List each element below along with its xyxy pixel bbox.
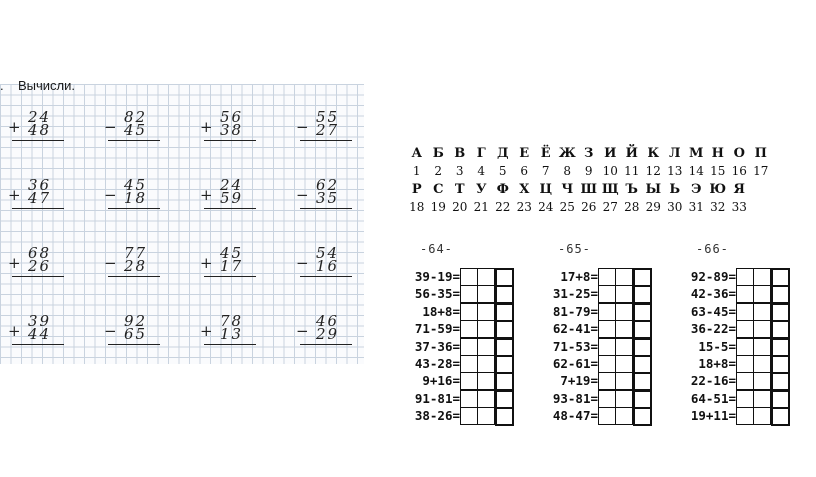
alphabet-number: 17 (753, 164, 769, 178)
answer-cell[interactable] (753, 320, 771, 338)
answer-cell[interactable] (477, 338, 495, 356)
alphabet-letter: У (475, 181, 487, 197)
answer-cell[interactable] (771, 372, 790, 391)
sum-line (108, 344, 160, 345)
equation-expression: 18+8= (698, 356, 736, 371)
answer-cell[interactable] (495, 407, 514, 426)
bottom-number: 38 (220, 121, 244, 139)
operator-sign: + (200, 186, 213, 204)
alphabet-number: 16 (731, 164, 747, 178)
answer-cell[interactable] (615, 338, 633, 356)
alphabet-letter: Ъ (625, 181, 638, 197)
equation-expression: 93-81= (552, 390, 598, 406)
answer-cell[interactable] (633, 338, 652, 357)
equation-row (674, 285, 736, 302)
alphabet-number: 28 (624, 200, 640, 214)
top-number: 46 (316, 312, 340, 330)
equation-expression: 36-22= (690, 321, 736, 337)
answer-cell[interactable] (615, 303, 633, 321)
alphabet-letter: Д (496, 145, 509, 161)
answer-cell[interactable] (460, 268, 478, 286)
alphabet-number: 27 (602, 200, 618, 214)
operator-sign: − (104, 322, 117, 340)
alphabet-number: 12 (645, 164, 661, 178)
top-number: 55 (316, 108, 340, 126)
operator-sign: + (200, 254, 213, 272)
answer-cell[interactable] (753, 407, 771, 425)
alphabet-number: 10 (602, 164, 618, 178)
answer-cell[interactable] (771, 320, 790, 339)
alphabet-number: 2 (434, 164, 443, 178)
alphabet-letters-row-2 (406, 180, 772, 198)
column-header: -65- (558, 242, 591, 256)
answer-cell[interactable] (477, 303, 495, 321)
sum-line (204, 276, 256, 277)
answer-cell[interactable] (736, 355, 754, 373)
equation-expression: 42-36= (690, 286, 736, 302)
top-number: 82 (124, 108, 148, 126)
operator-sign: + (8, 186, 21, 204)
alphabet-letter: М (689, 145, 704, 161)
answer-cell[interactable] (771, 268, 790, 287)
alphabet-number: 29 (645, 200, 661, 214)
bottom-number: 65 (124, 325, 148, 343)
answer-cell[interactable] (753, 268, 771, 286)
bottom-number: 44 (28, 325, 52, 343)
column-addition-problem (8, 314, 68, 354)
alphabet-letter: Щ (601, 181, 619, 197)
alphabet-number: 7 (541, 164, 550, 178)
alphabet-letter: Ч (561, 181, 574, 197)
alphabet-letter: П (754, 145, 767, 161)
equation-row (536, 407, 598, 424)
answer-cell[interactable] (460, 390, 478, 408)
alphabet-number: 15 (710, 164, 726, 178)
top-number: 24 (28, 108, 52, 126)
answer-cell[interactable] (495, 390, 514, 409)
column-header: -66- (696, 242, 729, 256)
equation-expression: 71-59= (414, 321, 460, 337)
top-number: 54 (316, 244, 340, 262)
equation-expression: 92-89= (690, 269, 736, 284)
answer-cell[interactable] (771, 390, 790, 409)
operator-sign: − (104, 186, 117, 204)
answer-cell[interactable] (615, 285, 633, 303)
top-number: 78 (220, 312, 244, 330)
alphabet-letter: К (647, 145, 660, 161)
bottom-number: 28 (124, 257, 148, 275)
bottom-number: 48 (28, 121, 52, 139)
sum-line (204, 344, 256, 345)
answer-cell[interactable] (495, 268, 514, 287)
bottom-number: 26 (28, 257, 52, 275)
answer-cell[interactable] (615, 320, 633, 338)
top-number: 56 (220, 108, 244, 126)
equation-expression: 18+8= (422, 303, 460, 319)
top-number: 24 (220, 176, 244, 194)
alphabet-numbers-row-2 (406, 198, 772, 216)
answer-cell[interactable] (633, 268, 652, 287)
alphabet-numbers-row-1 (406, 162, 772, 180)
equation-row (536, 390, 598, 407)
answer-cell[interactable] (495, 320, 514, 339)
alphabet-number: 8 (563, 164, 572, 178)
alphabet-letter: З (584, 145, 594, 161)
answer-cell[interactable] (633, 355, 652, 374)
answer-cell[interactable] (771, 303, 790, 322)
answer-cell[interactable] (460, 285, 478, 303)
alphabet-number: 3 (455, 164, 464, 178)
answer-cell[interactable] (598, 285, 616, 303)
operator-sign: − (104, 118, 117, 136)
column-addition-problem (104, 110, 164, 150)
answer-cell[interactable] (495, 285, 514, 304)
equation-expression: 22-16= (690, 373, 736, 389)
equation-row (398, 338, 460, 355)
answer-cell[interactable] (477, 355, 495, 373)
equation-row (674, 355, 736, 372)
answer-cell[interactable] (736, 372, 754, 390)
equation-expression: 17+8= (560, 269, 598, 284)
answer-cell[interactable] (460, 407, 478, 425)
alphabet-number: 18 (409, 200, 425, 214)
bottom-number: 35 (316, 189, 340, 207)
answer-cell[interactable] (598, 303, 616, 321)
equation-row (536, 320, 598, 337)
answer-cell[interactable] (633, 407, 652, 426)
alphabet-number: 21 (473, 200, 489, 214)
answer-cell[interactable] (477, 390, 495, 408)
answer-cell[interactable] (633, 372, 652, 391)
equation-expression: 39-19= (414, 269, 460, 284)
alphabet-letter: Е (519, 145, 530, 161)
column-addition-problem (296, 178, 356, 218)
answer-cell[interactable] (598, 372, 616, 390)
equation-row (536, 372, 598, 389)
alphabet-number: 4 (477, 164, 486, 178)
top-number: 62 (316, 176, 340, 194)
equation-row (398, 285, 460, 302)
bottom-number: 17 (220, 257, 244, 275)
alphabet-letter: Ю (709, 181, 727, 197)
alphabet-number: 19 (430, 200, 446, 214)
answer-cell[interactable] (753, 338, 771, 356)
bottom-number: 16 (316, 257, 340, 275)
operator-sign: − (296, 254, 309, 272)
answer-cell[interactable] (753, 372, 771, 390)
equation-row (398, 355, 460, 372)
bottom-number: 29 (316, 325, 340, 343)
equation-row (536, 303, 598, 320)
operator-sign: + (8, 118, 21, 136)
operator-sign: + (200, 118, 213, 136)
alphabet-letter: О (733, 145, 745, 161)
equation-row (398, 320, 460, 337)
answer-cell[interactable] (460, 372, 478, 390)
sum-line (204, 140, 256, 141)
alphabet-letter: Ё (540, 145, 551, 161)
answer-cell[interactable] (736, 407, 754, 425)
alphabet-letter: И (604, 145, 617, 161)
column-addition-problem (296, 314, 356, 354)
bottom-number: 18 (124, 189, 148, 207)
top-number: 36 (28, 176, 52, 194)
alphabet-number: 6 (520, 164, 529, 178)
bottom-number: 13 (220, 325, 244, 343)
bottom-number: 47 (28, 189, 52, 207)
equation-row (674, 390, 736, 407)
answer-cell[interactable] (736, 285, 754, 303)
column-addition-problem (8, 110, 68, 150)
answer-cell[interactable] (771, 407, 790, 426)
alphabet-letter: Ж (558, 145, 576, 161)
answer-cell[interactable] (477, 407, 495, 425)
alphabet-number: 13 (667, 164, 683, 178)
alphabet-number: 5 (498, 164, 507, 178)
equation-row (398, 372, 460, 389)
column-addition-problem (104, 314, 164, 354)
answer-cell[interactable] (633, 285, 652, 304)
equation-expression: 43-28= (414, 356, 460, 371)
equation-expression: 37-36= (414, 338, 460, 354)
equation-expression: 62-61= (552, 356, 598, 371)
sum-line (108, 140, 160, 141)
answer-cell[interactable] (633, 303, 652, 322)
answer-cell[interactable] (598, 407, 616, 425)
task-number: . (0, 78, 4, 93)
alphabet-letter: Ы (645, 181, 662, 197)
alphabet-letter: А (411, 145, 423, 161)
alphabet-table (406, 144, 772, 216)
answer-cell[interactable] (736, 268, 754, 286)
equation-row (536, 355, 598, 372)
alphabet-letter: Х (519, 181, 530, 197)
answer-cell[interactable] (771, 338, 790, 357)
equation-row (536, 338, 598, 355)
answer-cell[interactable] (736, 338, 754, 356)
task-title: Вычисли. (18, 78, 76, 93)
equation-expression: 38-26= (414, 408, 460, 424)
alphabet-number: 20 (452, 200, 468, 214)
alphabet-letter: Г (476, 145, 486, 161)
equation-row (674, 320, 736, 337)
alphabet-letter: Ш (580, 181, 597, 197)
answer-cell[interactable] (771, 285, 790, 304)
operator-sign: + (8, 322, 21, 340)
equation-row (398, 303, 460, 320)
column-header: -64- (420, 242, 453, 256)
column-addition-problem (296, 246, 356, 286)
equation-expression: 31-25= (552, 286, 598, 302)
alphabet-number: 24 (538, 200, 554, 214)
equation-expression: 64-51= (690, 390, 736, 406)
top-number: 39 (28, 312, 52, 330)
sum-line (12, 208, 64, 209)
equation-expression: 91-81= (414, 390, 460, 406)
answer-cell[interactable] (736, 320, 754, 338)
equation-expression: 9+16= (422, 373, 460, 389)
alphabet-letter: Б (432, 145, 444, 161)
equation-row (674, 338, 736, 355)
equation-row (674, 268, 736, 285)
equation-expression: 71-53= (552, 338, 598, 354)
answer-cell[interactable] (615, 407, 633, 425)
answer-cell[interactable] (495, 372, 514, 391)
equation-expression: 62-41= (552, 321, 598, 337)
equation-expression: 15-5= (698, 338, 736, 354)
equation-row (536, 285, 598, 302)
answer-cell[interactable] (477, 320, 495, 338)
alphabet-number: 11 (624, 164, 640, 178)
operator-sign: + (200, 322, 213, 340)
alphabet-letter: Ц (539, 181, 553, 197)
answer-cell[interactable] (615, 355, 633, 373)
alphabet-letter: Р (411, 181, 422, 197)
alphabet-number: 30 (667, 200, 683, 214)
answer-cell[interactable] (771, 355, 790, 374)
alphabet-letter: Й (625, 145, 638, 161)
sum-line (300, 140, 352, 141)
answer-cell[interactable] (615, 390, 633, 408)
alphabet-number: 23 (516, 200, 532, 214)
alphabet-number: 31 (688, 200, 704, 214)
answer-cell[interactable] (753, 303, 771, 321)
answer-cell[interactable] (598, 320, 616, 338)
equation-expression: 19+11= (690, 408, 736, 424)
equation-expression: 56-35= (414, 286, 460, 302)
alphabet-number: 9 (584, 164, 593, 178)
answer-cell[interactable] (495, 355, 514, 374)
sum-line (12, 140, 64, 141)
equation-row (674, 372, 736, 389)
equation-row (674, 303, 736, 320)
answer-cell[interactable] (633, 320, 652, 339)
top-number: 45 (124, 176, 148, 194)
column-addition-problem (200, 246, 260, 286)
answer-cell[interactable] (495, 303, 514, 322)
equation-expression: 48-47= (552, 408, 598, 424)
equation-row (398, 407, 460, 424)
equation-expression: 63-45= (690, 303, 736, 319)
answer-cell[interactable] (615, 372, 633, 390)
column-addition-problem (296, 110, 356, 150)
column-addition-problem (104, 246, 164, 286)
answer-cell[interactable] (477, 268, 495, 286)
answer-cell[interactable] (460, 338, 478, 356)
alphabet-number: 32 (710, 200, 726, 214)
top-number: 45 (220, 244, 244, 262)
top-number: 77 (124, 244, 148, 262)
column-addition-problem (200, 178, 260, 218)
sum-line (12, 344, 64, 345)
answer-cell[interactable] (598, 338, 616, 356)
answer-cell[interactable] (460, 355, 478, 373)
alphabet-letter: С (433, 181, 444, 197)
alphabet-letter: Л (669, 145, 681, 161)
alphabet-letter: Я (733, 181, 745, 197)
sum-line (300, 208, 352, 209)
operator-sign: − (104, 254, 117, 272)
alphabet-letter: Н (711, 145, 724, 161)
answer-cell[interactable] (753, 355, 771, 373)
answer-cell[interactable] (477, 372, 495, 390)
answer-cell[interactable] (598, 268, 616, 286)
sum-line (108, 208, 160, 209)
bottom-number: 59 (220, 189, 244, 207)
alphabet-letter: Т (454, 181, 465, 197)
alphabet-letter: В (454, 145, 466, 161)
alphabet-number: 22 (495, 200, 511, 214)
answer-cell[interactable] (736, 390, 754, 408)
alphabet-number: 33 (731, 200, 747, 214)
sum-line (12, 276, 64, 277)
column-addition-problem (104, 178, 164, 218)
equation-row (536, 268, 598, 285)
column-addition-problem (8, 246, 68, 286)
alphabet-letter: Э (691, 181, 702, 197)
alphabet-number: 1 (412, 164, 421, 178)
bottom-number: 27 (316, 121, 340, 139)
equation-row (674, 407, 736, 424)
equation-expression: 81-79= (552, 303, 598, 319)
top-number: 92 (124, 312, 148, 330)
answer-cell[interactable] (460, 303, 478, 321)
sum-line (108, 276, 160, 277)
alphabet-number: 14 (688, 164, 704, 178)
alphabet-number: 26 (581, 200, 597, 214)
sum-line (204, 208, 256, 209)
operator-sign: − (296, 322, 309, 340)
column-addition-problem (200, 110, 260, 150)
answer-cell[interactable] (753, 390, 771, 408)
alphabet-letters-row-1 (406, 144, 772, 162)
answer-cell[interactable] (615, 268, 633, 286)
answer-cell[interactable] (460, 320, 478, 338)
answer-cell[interactable] (477, 285, 495, 303)
answer-cell[interactable] (633, 390, 652, 409)
top-number: 68 (28, 244, 52, 262)
operator-sign: + (8, 254, 21, 272)
equation-expression: 7+19= (560, 373, 598, 389)
equation-row (398, 268, 460, 285)
sum-line (300, 276, 352, 277)
answer-cell[interactable] (736, 303, 754, 321)
answer-cell[interactable] (598, 390, 616, 408)
column-addition-problem (200, 314, 260, 354)
bottom-number: 45 (124, 121, 148, 139)
column-addition-problem (8, 178, 68, 218)
answer-cell[interactable] (495, 338, 514, 357)
alphabet-letter: Ь (669, 181, 681, 197)
alphabet-letter: Ф (496, 181, 509, 197)
sum-line (300, 344, 352, 345)
answer-cell[interactable] (598, 355, 616, 373)
equation-row (398, 390, 460, 407)
operator-sign: − (296, 118, 309, 136)
operator-sign: − (296, 186, 309, 204)
answer-cell[interactable] (753, 285, 771, 303)
alphabet-number: 25 (559, 200, 575, 214)
